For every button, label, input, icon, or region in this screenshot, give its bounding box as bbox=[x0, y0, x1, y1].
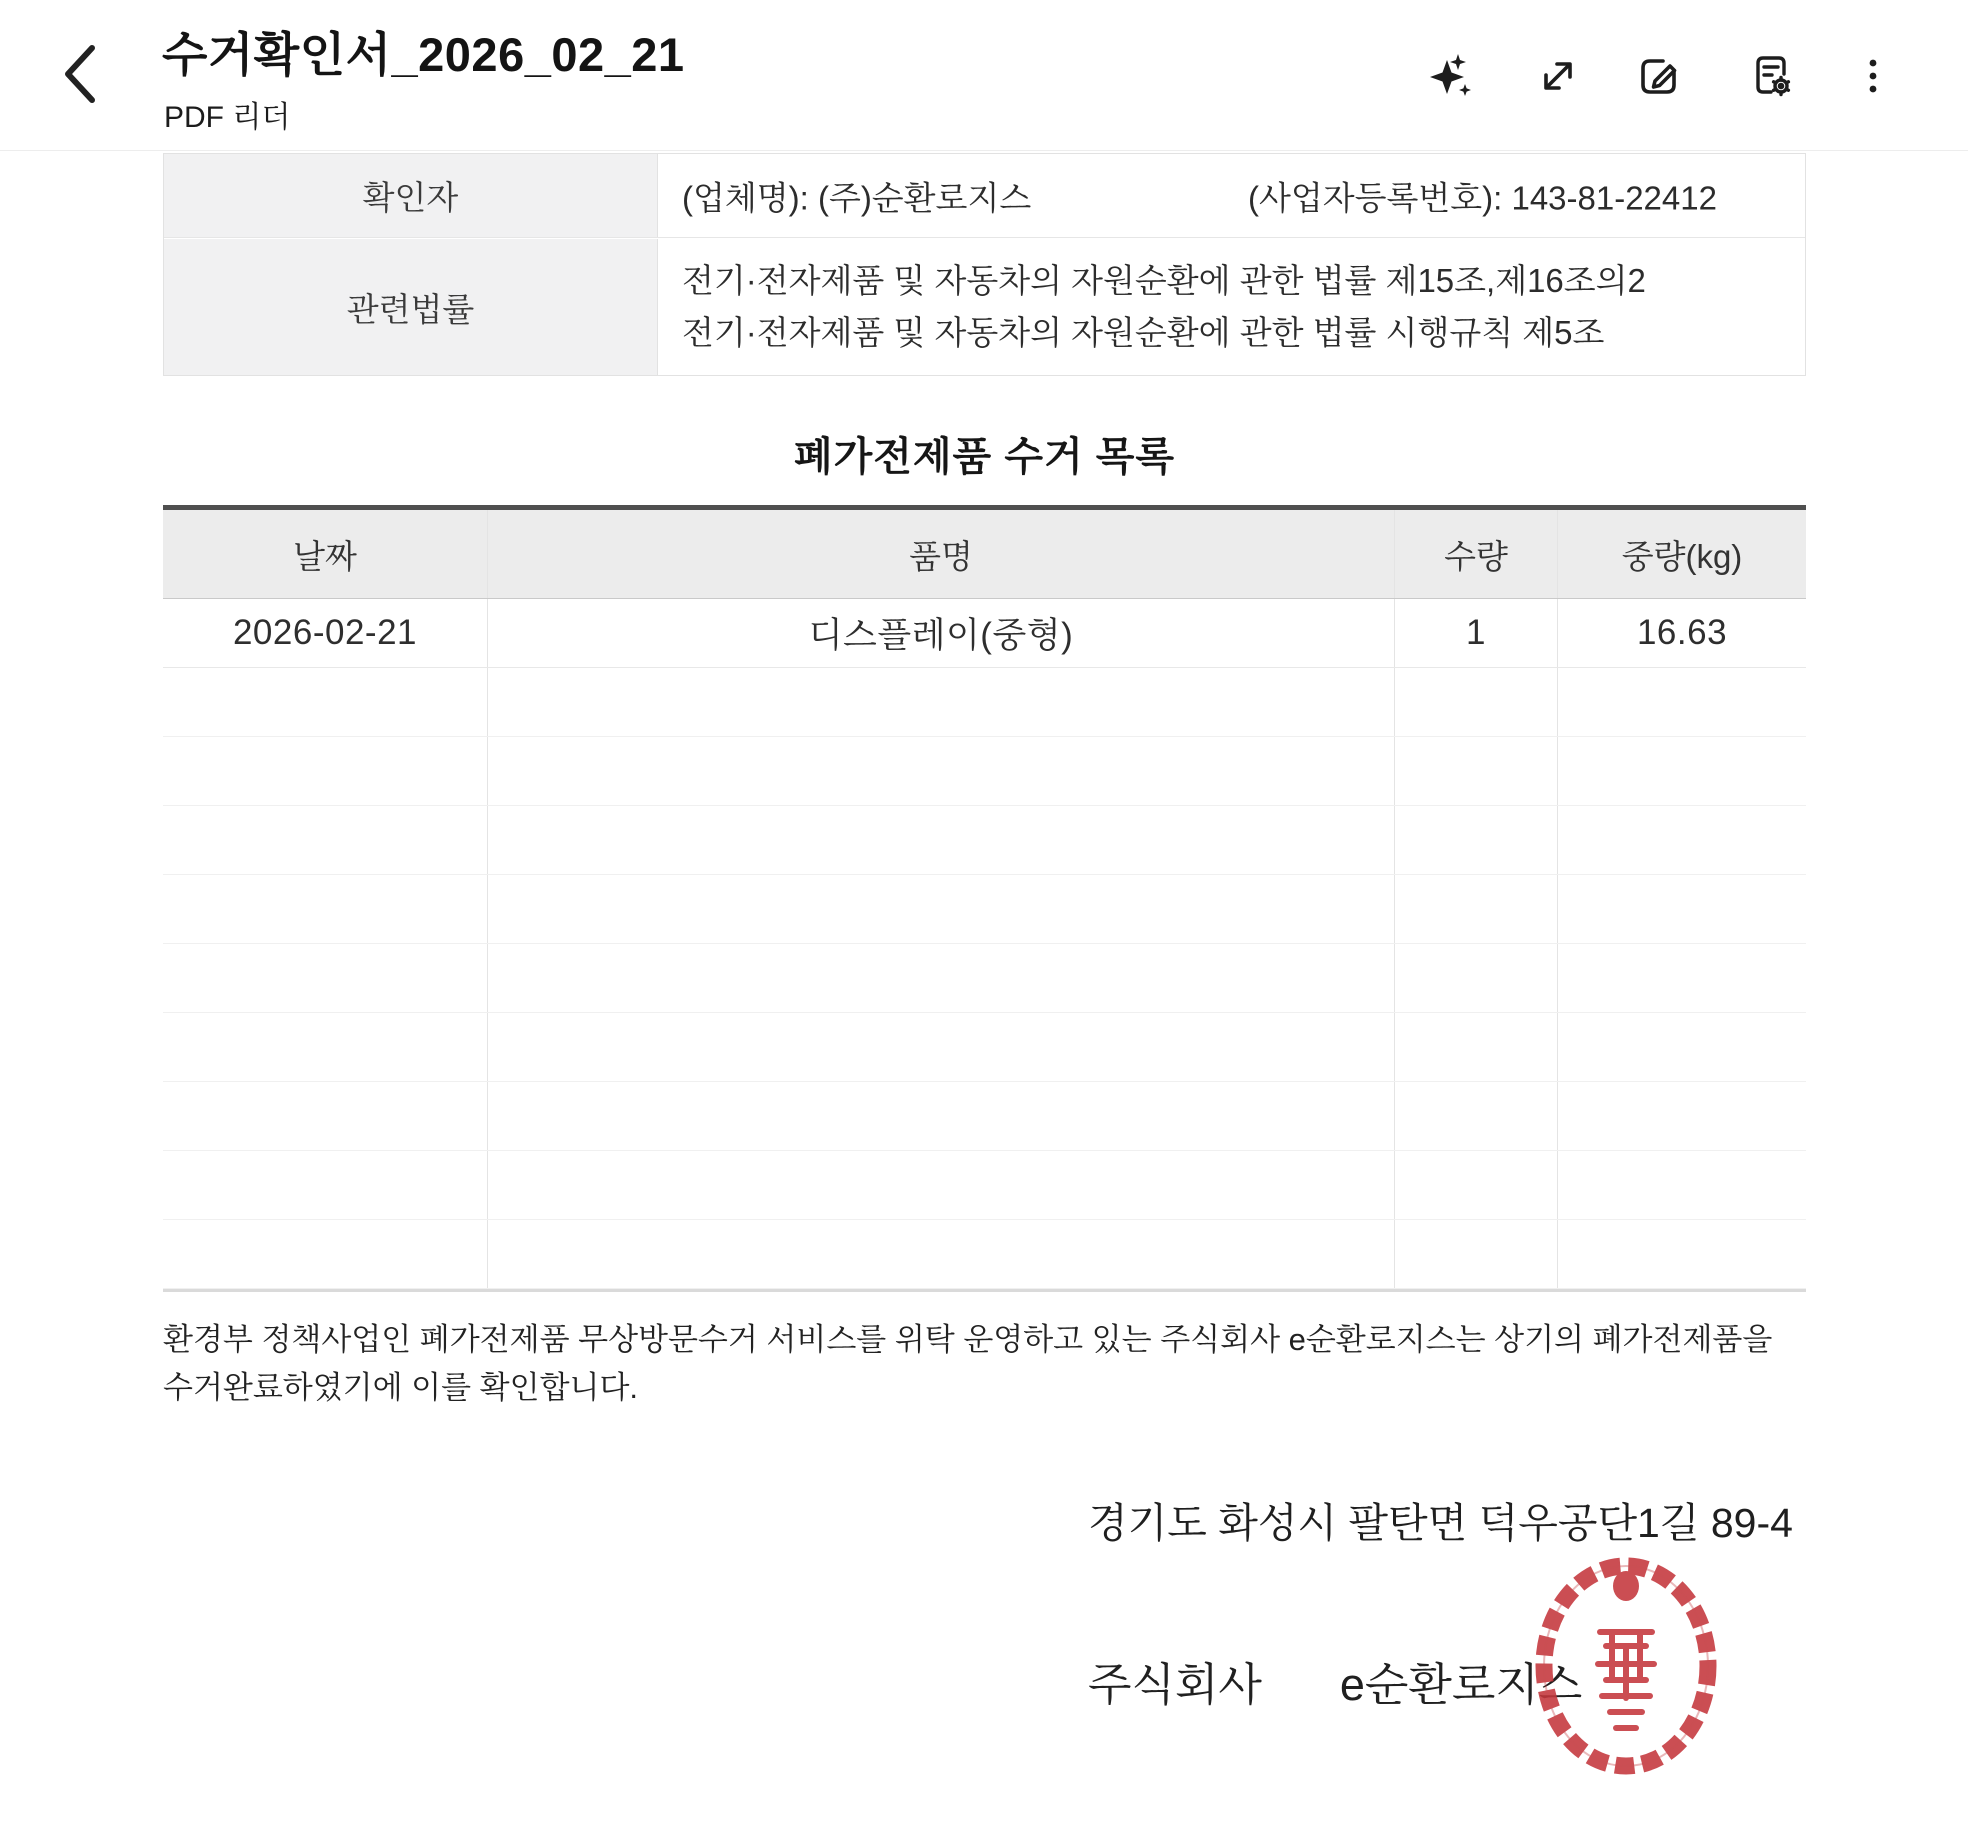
document-title: 수거확인서_2026_02_21 bbox=[162, 28, 685, 81]
cell-quantity: 1 bbox=[1395, 599, 1558, 667]
empty-cell bbox=[1395, 1220, 1558, 1288]
header-quantity: 수량 bbox=[1395, 510, 1558, 598]
table-row-empty bbox=[163, 737, 1806, 806]
law-line-1: 전기·전자제품 및 자동차의 자원순환에 관한 법률 제15조,제16조의2 bbox=[682, 262, 1646, 299]
empty-cell bbox=[488, 737, 1395, 805]
collection-table bbox=[163, 505, 1806, 1292]
empty-cell bbox=[163, 1220, 488, 1288]
corporate-seal-stamp bbox=[1528, 1550, 1724, 1782]
empty-cell bbox=[1395, 1082, 1558, 1150]
confirmer-label: 확인자 bbox=[164, 154, 658, 237]
empty-cell bbox=[1558, 1220, 1806, 1288]
law-line-2: 전기·전자제품 및 자동차의 자원순환에 관한 법률 시행규칙 제5조 bbox=[682, 314, 1605, 351]
empty-cell bbox=[1558, 944, 1806, 1012]
empty-cell bbox=[1558, 668, 1806, 736]
empty-cell bbox=[488, 1013, 1395, 1081]
header-date: 날짜 bbox=[163, 510, 488, 598]
table-row bbox=[164, 239, 1805, 375]
empty-cell bbox=[1558, 806, 1806, 874]
cell-date: 2026-02-21 bbox=[163, 599, 488, 667]
table-row-empty bbox=[163, 1013, 1806, 1082]
related-laws-label: 관련법률 bbox=[164, 239, 658, 375]
table-row-empty bbox=[163, 668, 1806, 737]
document-settings-button[interactable] bbox=[1746, 50, 1798, 102]
empty-cell bbox=[1395, 944, 1558, 1012]
vertical-ellipsis-icon bbox=[1847, 50, 1899, 102]
empty-cell bbox=[1558, 1082, 1806, 1150]
empty-cell bbox=[1558, 875, 1806, 943]
collection-list-title: 폐가전제품 수거 목록 bbox=[794, 435, 1175, 479]
empty-cell bbox=[1395, 737, 1558, 805]
confirmation-line-1: 환경부 정책사업인 폐가전제품 무상방문수거 서비스를 위탁 운영하고 있는 주식회사 e순환로지스는 상기의 폐가전제품을 bbox=[163, 1322, 1773, 1357]
empty-cell bbox=[163, 875, 488, 943]
law-text bbox=[682, 255, 1646, 359]
empty-cell bbox=[1395, 668, 1558, 736]
empty-cell bbox=[163, 1151, 488, 1219]
ai-sparkles-icon bbox=[1425, 50, 1477, 102]
ai-assist-button[interactable] bbox=[1425, 50, 1477, 102]
edit-button[interactable] bbox=[1633, 50, 1685, 102]
empty-cell bbox=[1395, 1013, 1558, 1081]
company-address: 경기도 화성시 팔탄면 덕우공단1길 89-4 bbox=[1088, 1500, 1793, 1546]
table-header-row bbox=[163, 510, 1806, 599]
empty-rows-container bbox=[163, 668, 1806, 1289]
header-item-name: 품명 bbox=[488, 510, 1395, 598]
table-row-empty bbox=[163, 875, 1806, 944]
empty-cell bbox=[1395, 1151, 1558, 1219]
empty-cell bbox=[163, 1013, 488, 1081]
empty-cell bbox=[488, 806, 1395, 874]
table-row bbox=[164, 154, 1805, 238]
table-row bbox=[163, 599, 1806, 668]
app-bar bbox=[0, 0, 1968, 151]
empty-cell bbox=[163, 944, 488, 1012]
cell-item-name: 디스플레이(중형) bbox=[488, 599, 1395, 667]
empty-cell bbox=[488, 1220, 1395, 1288]
business-registration-number: (사업자등록번호): 143-81-22412 bbox=[1248, 179, 1717, 216]
empty-cell bbox=[488, 668, 1395, 736]
empty-cell bbox=[488, 944, 1395, 1012]
empty-cell bbox=[1558, 1013, 1806, 1081]
empty-cell bbox=[163, 806, 488, 874]
expand-diagonal-icon bbox=[1532, 50, 1584, 102]
empty-cell bbox=[163, 668, 488, 736]
confirmation-line-2: 수거완료하였기에 이를 확인합니다. bbox=[163, 1370, 639, 1405]
empty-cell bbox=[163, 737, 488, 805]
fullscreen-button[interactable] bbox=[1532, 50, 1584, 102]
confirmer-info-table bbox=[163, 153, 1806, 376]
empty-cell bbox=[1395, 875, 1558, 943]
company-name-label: (업체명): (주)순환로지스 bbox=[682, 179, 1032, 216]
table-row-empty bbox=[163, 944, 1806, 1013]
company-signature-line bbox=[1088, 1648, 1582, 1713]
empty-cell bbox=[488, 875, 1395, 943]
table-row-empty bbox=[163, 1151, 1806, 1220]
empty-cell bbox=[488, 1082, 1395, 1150]
empty-cell bbox=[1558, 737, 1806, 805]
empty-cell bbox=[163, 1082, 488, 1150]
empty-cell bbox=[1558, 1151, 1806, 1219]
chevron-left-icon bbox=[52, 36, 112, 112]
company-prefix-label: 주식회사 bbox=[1088, 1659, 1262, 1710]
back-button[interactable] bbox=[52, 36, 112, 112]
table-row-empty bbox=[163, 1082, 1806, 1151]
more-menu-button[interactable] bbox=[1847, 50, 1899, 102]
compose-pencil-icon bbox=[1633, 50, 1685, 102]
cell-weight: 16.63 bbox=[1636, 613, 1728, 652]
app-name-label: PDF 리더 bbox=[164, 101, 291, 134]
table-row-empty bbox=[163, 806, 1806, 875]
confirmation-statement bbox=[163, 1316, 1803, 1412]
company-name: e순환로지스 bbox=[1339, 1659, 1583, 1710]
empty-cell bbox=[1395, 806, 1558, 874]
document-gear-icon bbox=[1746, 50, 1798, 102]
empty-cell bbox=[488, 1151, 1395, 1219]
header-weight: 중량(kg) bbox=[1621, 537, 1743, 575]
confirmer-value-cell bbox=[658, 154, 1805, 237]
related-laws-value-cell bbox=[658, 239, 1805, 375]
table-row-empty bbox=[163, 1220, 1806, 1289]
